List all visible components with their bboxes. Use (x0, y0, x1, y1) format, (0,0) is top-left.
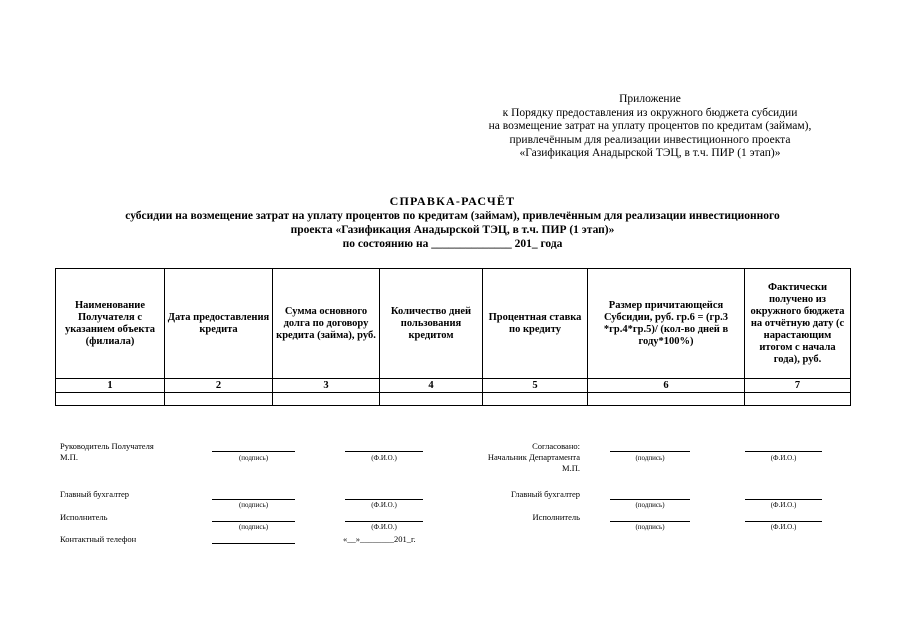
column-number: 7 (745, 379, 851, 393)
title-date-line: по состоянию на ______________ 201_ года (342, 238, 563, 250)
signature-caption: (подпись) (635, 501, 665, 509)
mp-label: М.П. (562, 463, 580, 473)
phone-label: Контактный телефон (60, 534, 137, 544)
appendix-block (440, 93, 860, 161)
appendix-line: «Газификация Анадырской ТЭЦ, в т.ч. ПИР (1 этап)» (519, 147, 781, 160)
name-line (745, 451, 822, 452)
chief-accountant-label: Главный бухгалтер (60, 489, 130, 499)
column-number: 1 (56, 379, 165, 393)
executor-label: Исполнитель (60, 512, 108, 522)
column-header: Фактически получено из окружного бюджета на отчётную дату (с нарастающим итогом с начала года), руб. (745, 269, 851, 379)
name-line (345, 451, 423, 452)
name-caption: (Ф.И.О.) (770, 523, 797, 531)
table-cell (588, 393, 745, 406)
signature-caption: (подпись) (635, 523, 665, 531)
table-row (56, 393, 851, 406)
calculation-table (55, 268, 851, 406)
column-number-row (56, 379, 851, 393)
name-caption: (Ф.И.О.) (371, 501, 397, 509)
column-number: 3 (273, 379, 380, 393)
name-line (745, 521, 822, 522)
column-header: Наименование Получателя с указанием объекта (филиала) (56, 269, 165, 379)
name-line (345, 499, 423, 500)
column-header: Дата предоставления кредита (165, 269, 273, 379)
table-cell (483, 393, 588, 406)
chief-accountant-label: Главный бухгалтер (510, 489, 580, 499)
signature-caption: (подпись) (238, 523, 269, 531)
table-header-row (56, 269, 851, 379)
signature-line (212, 521, 295, 522)
name-caption: (Ф.И.О.) (770, 501, 797, 509)
column-number: 6 (588, 379, 745, 393)
signature-caption: (подпись) (238, 454, 269, 462)
column-number: 4 (380, 379, 483, 393)
executor-label: Исполнитель (532, 512, 580, 522)
appendix-line: к Порядку предоставления из окружного бюджета субсидии (502, 106, 798, 119)
column-number: 5 (483, 379, 588, 393)
signature-line (212, 451, 295, 452)
signature-line (212, 499, 295, 500)
appendix-line: привлечённым для реализации инвестиционного проекта (509, 133, 791, 146)
document-title (40, 194, 865, 251)
appendix-line: Приложение (619, 93, 681, 105)
column-header: Размер причитающейся Субсидии, руб. гр.6 = (гр.3 *гр.4*гр.5)/ (кол-во дней в году*100%) (588, 269, 745, 379)
signature-line (610, 499, 690, 500)
column-number: 2 (165, 379, 273, 393)
table-cell (380, 393, 483, 406)
title-line: субсидии на возмещение затрат на уплату процентов по кредитам (займам), привлечённым для реализации инвестиционного (125, 210, 780, 222)
table-cell (165, 393, 273, 406)
name-line (345, 521, 423, 522)
name-line (745, 499, 822, 500)
signature-line (610, 521, 690, 522)
column-header: Количество дней пользования кредитом (380, 269, 483, 379)
date-line: «__»________201_г. (343, 534, 416, 544)
dept-head-label: Начальник Департамента (487, 452, 580, 462)
head-recipient-label: Руководитель Получателя (60, 441, 154, 451)
table-cell (273, 393, 380, 406)
column-header: Процентная ставка по кредиту (483, 269, 588, 379)
agreed-label: Согласовано: (532, 441, 580, 451)
signature-line (610, 451, 690, 452)
mp-label: М.П. (60, 452, 78, 462)
column-header: Сумма основного долга по договору кредита (займа), руб. (273, 269, 380, 379)
name-caption: (Ф.И.О.) (371, 523, 397, 531)
page-title: СПРАВКА-РАСЧЁТ (389, 194, 516, 208)
name-caption: (Ф.И.О.) (770, 454, 797, 462)
table-cell (745, 393, 851, 406)
name-caption: (Ф.И.О.) (371, 454, 397, 462)
title-line: проекта «Газификация Анадырской ТЭЦ, в т.ч. ПИР (1 этап)» (290, 224, 615, 236)
phone-line (212, 543, 295, 544)
signature-caption: (подпись) (238, 501, 269, 509)
appendix-line: на возмещение затрат на уплату процентов по кредитам (займам), (488, 120, 812, 133)
table-cell (56, 393, 165, 406)
signature-caption: (подпись) (635, 454, 665, 462)
